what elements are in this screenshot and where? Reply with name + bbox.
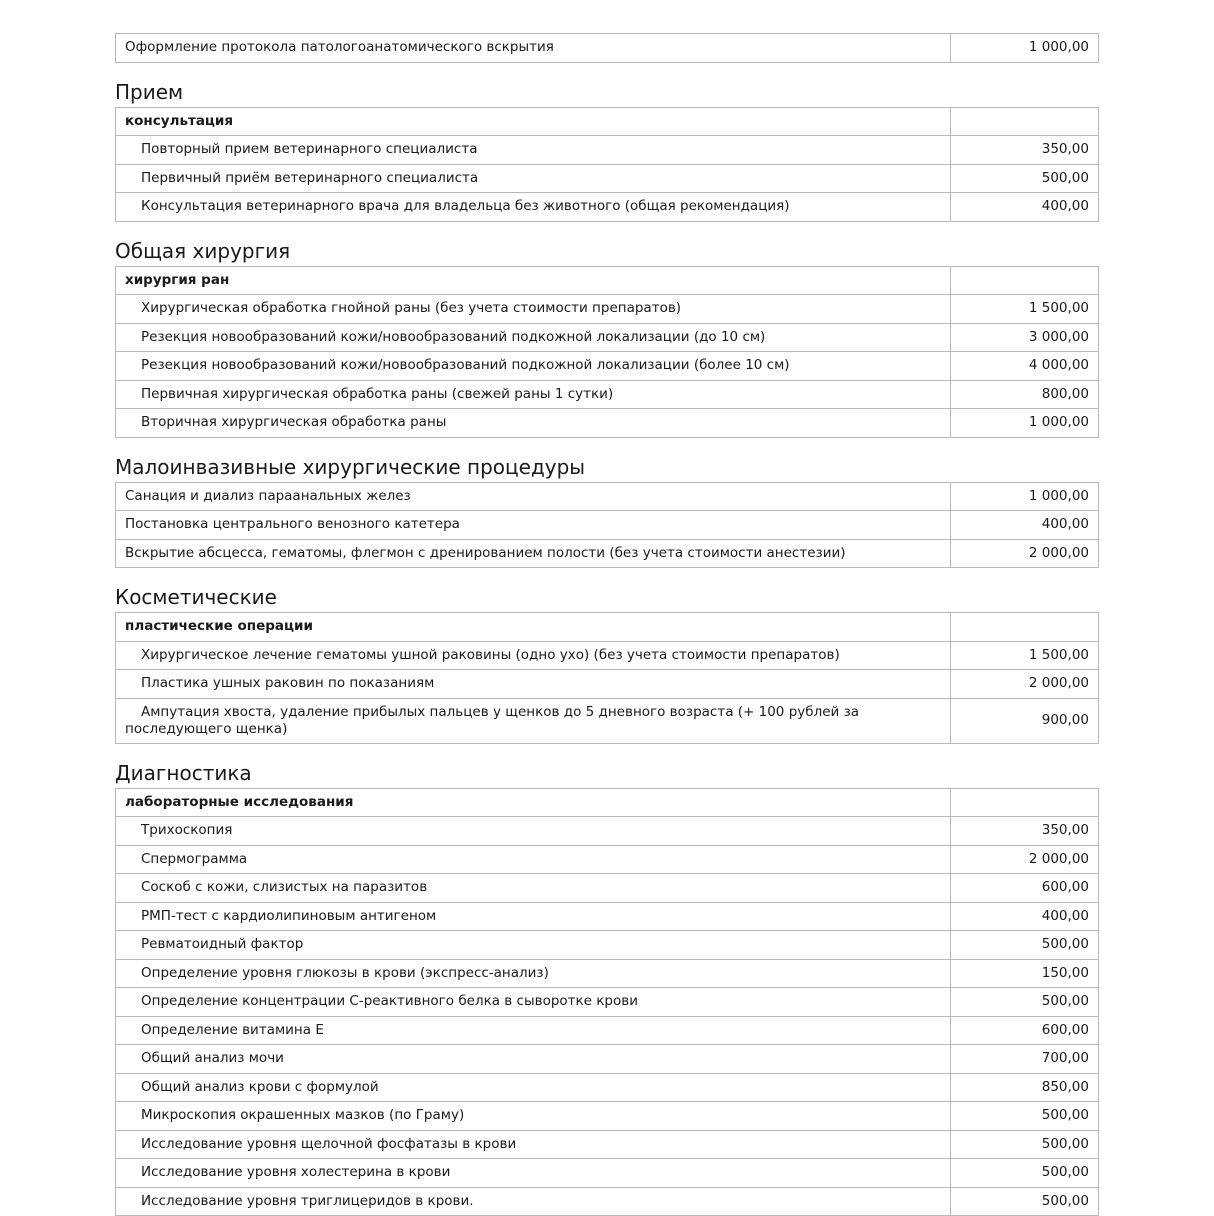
service-price: 1 000,00 (951, 482, 1099, 511)
table-row (116, 380, 1099, 409)
service-name: Общий анализ мочи (116, 1045, 951, 1074)
group-title: хирургия ран (116, 266, 951, 295)
service-name: Первичная хирургическая обработка раны (свежей раны 1 сутки) (116, 380, 951, 409)
price-table (115, 788, 1099, 1216)
service-name: Спермограмма (116, 845, 951, 874)
table-row (116, 845, 1099, 874)
service-price: 2 000,00 (951, 845, 1099, 874)
service-name: Исследование уровня щелочной фосфатазы в крови (116, 1130, 951, 1159)
table-row (116, 482, 1099, 511)
price-table-top (115, 33, 1099, 63)
service-name: Оформление протокола патологоанатомического вскрытия (116, 34, 951, 63)
group-price-empty (951, 266, 1099, 295)
service-price: 500,00 (951, 1130, 1099, 1159)
service-price: 800,00 (951, 380, 1099, 409)
service-price: 700,00 (951, 1045, 1099, 1074)
table-row (116, 698, 1099, 743)
table-row (116, 164, 1099, 193)
service-price: 2 000,00 (951, 670, 1099, 699)
service-name: Постановка центрального венозного катетера (116, 511, 951, 540)
table-row (116, 323, 1099, 352)
service-name: Общий анализ крови с формулой (116, 1073, 951, 1102)
service-price: 350,00 (951, 817, 1099, 846)
service-name: Определение уровня глюкозы в крови (экспресс-анализ) (116, 959, 951, 988)
group-header-row (116, 788, 1099, 817)
service-name: Определение концентрации С-реактивного белка в сыворотке крови (116, 988, 951, 1017)
table-row (116, 902, 1099, 931)
table-row (116, 409, 1099, 438)
table-row (116, 1159, 1099, 1188)
group-title: лабораторные исследования (116, 788, 951, 817)
service-price: 600,00 (951, 874, 1099, 903)
price-table (115, 266, 1099, 438)
service-price: 500,00 (951, 164, 1099, 193)
price-table (115, 612, 1099, 744)
table-row (116, 136, 1099, 165)
table-row (116, 1045, 1099, 1074)
service-price: 1 000,00 (951, 409, 1099, 438)
service-price: 500,00 (951, 931, 1099, 960)
service-name: Ампутация хвоста, удаление прибылых пальцев у щенков до 5 дневного возраста (+ 100 рублей за последующего щенка) (116, 698, 951, 743)
service-name: РМП-тест с кардиолипиновым антигеном (116, 902, 951, 931)
service-price: 3 000,00 (951, 323, 1099, 352)
service-price: 1 500,00 (951, 641, 1099, 670)
group-header-row (116, 613, 1099, 642)
service-price: 150,00 (951, 959, 1099, 988)
table-row (116, 295, 1099, 324)
service-price: 1 500,00 (951, 295, 1099, 324)
group-title: консультация (116, 107, 951, 136)
group-price-empty (951, 788, 1099, 817)
table-row (116, 959, 1099, 988)
service-name: Резекция новообразований кожи/новообразований подкожной локализации (до 10 см) (116, 323, 951, 352)
service-price: 400,00 (951, 902, 1099, 931)
service-name: Хирургическая обработка гнойной раны (без учета стоимости препаратов) (116, 295, 951, 324)
table-row (116, 641, 1099, 670)
table-row (116, 1130, 1099, 1159)
service-price: 1 000,00 (951, 34, 1099, 63)
service-name: Первичный приём ветеринарного специалиста (116, 164, 951, 193)
service-price: 500,00 (951, 988, 1099, 1017)
table-row (116, 511, 1099, 540)
service-price: 600,00 (951, 1016, 1099, 1045)
price-table (115, 482, 1099, 569)
section-title: Прием (115, 63, 1099, 107)
group-header-row (116, 266, 1099, 295)
section-title: Общая хирургия (115, 222, 1099, 266)
service-price: 500,00 (951, 1159, 1099, 1188)
group-price-empty (951, 613, 1099, 642)
service-name: Трихоскопия (116, 817, 951, 846)
table-row (116, 1102, 1099, 1131)
section-title: Малоинвазивные хирургические процедуры (115, 438, 1099, 482)
table-row (116, 539, 1099, 568)
table-row (116, 931, 1099, 960)
table-row (116, 352, 1099, 381)
service-name: Вскрытие абсцесса, гематомы, флегмон с дренированием полости (без учета стоимости анестезии) (116, 539, 951, 568)
service-price: 900,00 (951, 698, 1099, 743)
table-row (116, 193, 1099, 222)
service-name: Ревматоидный фактор (116, 931, 951, 960)
table-row (116, 1187, 1099, 1216)
service-price: 400,00 (951, 511, 1099, 540)
table-row (116, 874, 1099, 903)
service-name: Микроскопия окрашенных мазков (по Граму) (116, 1102, 951, 1131)
table-row (116, 1016, 1099, 1045)
service-name: Пластика ушных раковин по показаниям (116, 670, 951, 699)
service-price: 4 000,00 (951, 352, 1099, 381)
service-price: 400,00 (951, 193, 1099, 222)
table-row (116, 817, 1099, 846)
service-name: Исследование уровня триглицеридов в крови. (116, 1187, 951, 1216)
service-name: Хирургическое лечение гематомы ушной раковины (одно ухо) (без учета стоимости препаратов) (116, 641, 951, 670)
price-list (115, 33, 1099, 1216)
service-name: Санация и диализ параанальных желез (116, 482, 951, 511)
group-price-empty (951, 107, 1099, 136)
service-price: 500,00 (951, 1102, 1099, 1131)
group-header-row (116, 107, 1099, 136)
service-price: 2 000,00 (951, 539, 1099, 568)
group-title: пластические операции (116, 613, 951, 642)
service-name: Вторичная хирургическая обработка раны (116, 409, 951, 438)
table-row (116, 1073, 1099, 1102)
service-name: Консультация ветеринарного врача для владельца без животного (общая рекомендация) (116, 193, 951, 222)
service-price: 500,00 (951, 1187, 1099, 1216)
service-name: Резекция новообразований кожи/новообразований подкожной локализации (более 10 см) (116, 352, 951, 381)
service-price: 850,00 (951, 1073, 1099, 1102)
table-row (116, 34, 1099, 63)
price-table (115, 107, 1099, 222)
table-row (116, 988, 1099, 1017)
table-row (116, 670, 1099, 699)
service-name: Исследование уровня холестерина в крови (116, 1159, 951, 1188)
section-title: Косметические (115, 568, 1099, 612)
service-name: Определение витамина Е (116, 1016, 951, 1045)
section-title: Диагностика (115, 744, 1099, 788)
service-price: 350,00 (951, 136, 1099, 165)
service-name: Повторный прием ветеринарного специалиста (116, 136, 951, 165)
service-name: Соскоб с кожи, слизистых на паразитов (116, 874, 951, 903)
